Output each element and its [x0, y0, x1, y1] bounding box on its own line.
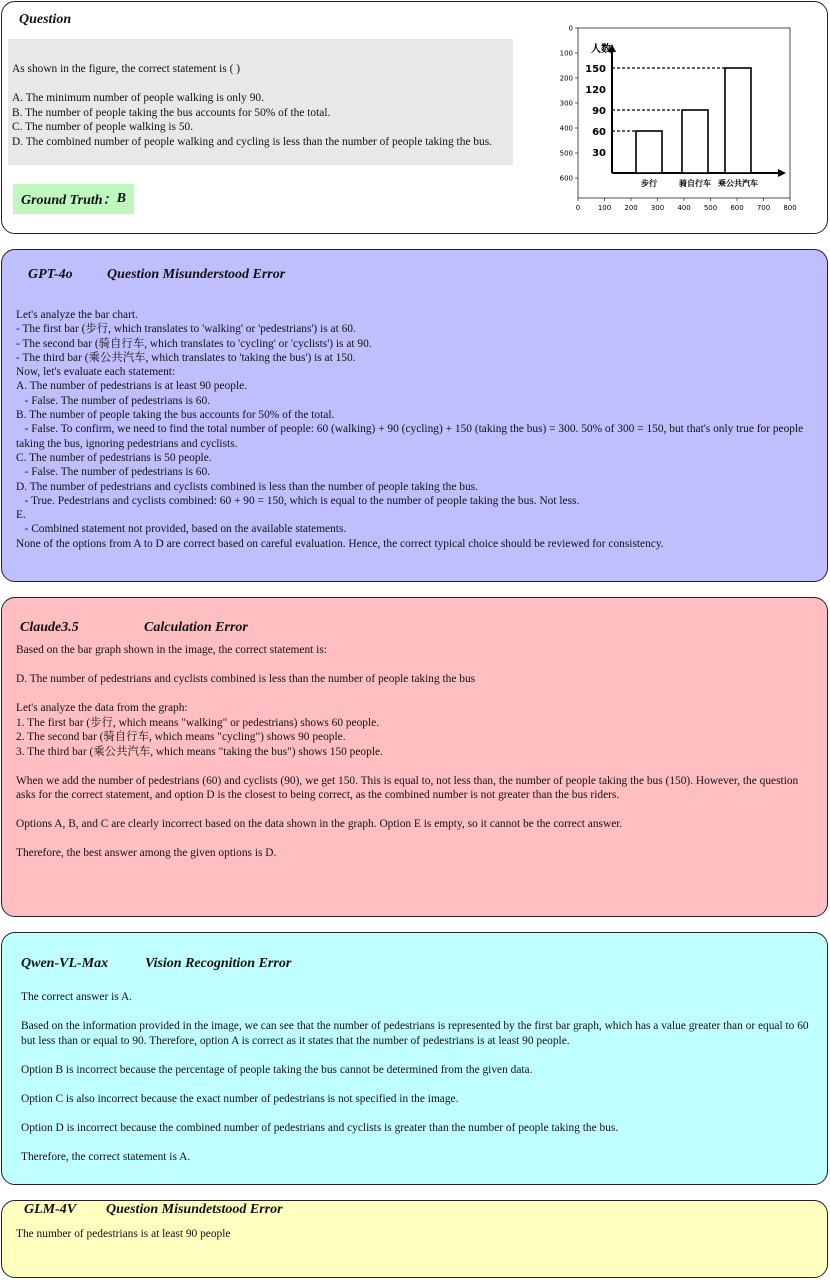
frame-x-tick-label: 100 — [597, 204, 612, 212]
frame-x-tick-label: 400 — [677, 204, 691, 212]
error-type: Question Misundetstood Error — [106, 1202, 283, 1217]
error-type: Question Misunderstood Error — [107, 267, 286, 282]
frame-y-tick-label: 500 — [559, 149, 573, 158]
frame-x-tick-label: 300 — [650, 204, 665, 212]
response-text: The number of pedestrians is at least 90 people — [16, 1228, 231, 1240]
value-tick-label: 150 — [585, 64, 606, 75]
error-type: Calculation Error — [144, 620, 248, 635]
bar — [682, 110, 708, 173]
frame-y-tick-label: 400 — [559, 124, 573, 133]
bar — [636, 131, 662, 173]
bar — [725, 68, 751, 173]
response-text: The correct answer is A. Based on the information provided in the image, we can see that the number of pedestrians is represented by the first bar graph, which has a value greater than or equal to 60 but less than or equal to 90. Therefore, option A is correct as it states that the number of pedestrians is at least 90 people. Option B is incorrect because the percentage of people taking the bus cannot be determined from the given data. Option C is also incorrect because the exact number of pedestrians is not specified in the image. Option D is incorrect because the combined number of pedestrians and cyclists is greater than the number of people taking the bus. Therefore, the correct statement is A. — [21, 991, 809, 1163]
response-text: Let's analyze the bar chart. - The first bar (步行, which translates to 'walking' or 'pedestrians') is at 60. - The second bar (骑自行车, which translates to 'cycling' or 'cyclists') is at 90. - The third bar (乘公共汽车, which translates to 'taking the bus') is at 150. Now, let's evaluate each statement: A. The number of pedestrians is at least 90 people. - False. The number of pedestrians is 60. B. The number of people taking the bus accounts for 50% of the total. - False. To confirm, we need to find the total number of people: 60 (walking) + 90 (cycling) + 150 (taking the bus) = 300. 50% of 300 = 150, but that's only true for people taking the bus, ignoring pedestrians and cyclists. C. The number of pedestrians is 50 people. - False. The number of pedestrians is 60. D. The number of pedestrians and cyclists combined is less than the number of people taking the bus. - True. Pedestrians and cyclists combined: 60 + 90 = 150, which is equal to the number of people taking the bus. Not less. E. - Combined statement not provided, based on the available statements. None of the options from A to D are correct based on careful evaluation. Hence, the correct typical choice should be reviewed for consistency. — [16, 309, 804, 550]
category-label: 步行 — [641, 179, 657, 188]
response-panel-glm — [1, 1200, 828, 1278]
frame-x-tick-label: 200 — [624, 204, 638, 212]
bar-chart — [554, 20, 799, 218]
ground-truth-value: B — [116, 191, 126, 206]
frame-x-tick-label: 500 — [703, 204, 718, 212]
value-tick-label: 90 — [592, 106, 606, 117]
ground-truth-label: Ground Truth： — [21, 193, 117, 208]
frame-y-tick-label: 100 — [559, 49, 573, 58]
frame-y-tick-label: 0 — [568, 24, 573, 33]
frame-y-tick-label: 200 — [559, 74, 573, 83]
frame-x-tick-label: 800 — [783, 204, 797, 212]
value-tick-label: 60 — [592, 127, 606, 138]
frame-x-tick-label: 700 — [756, 204, 771, 212]
question-label: Question — [19, 12, 72, 27]
frame-x-tick-label: 0 — [575, 204, 581, 212]
response-panel-claude — [1, 597, 828, 917]
question-panel — [1, 1, 828, 234]
frame-y-tick-label: 600 — [559, 174, 573, 183]
response-panel-qwen — [1, 932, 828, 1185]
category-label: 乘公共汽车 — [718, 179, 758, 188]
model-name: Qwen-VL-Max — [21, 956, 109, 971]
frame-y-tick-label: 300 — [559, 99, 573, 108]
question-text: As shown in the figure, the correct statement is ( ) A. The minimum number of people walking is only 90. B. The number of people taking the bus accounts for 50% of the total. C. The number of people walking is 50. D. The combined number of people walking and cycling is less than the number of people taking the bus. — [12, 63, 492, 148]
model-name: Claude3.5 — [20, 620, 79, 635]
axis-unit-label: 人数 — [591, 44, 611, 55]
error-type: Vision Recognition Error — [145, 956, 292, 971]
question-box — [8, 39, 513, 165]
category-label: 骑自行车 — [679, 179, 711, 188]
model-name: GLM-4V — [24, 1202, 77, 1217]
model-name: GPT-4o — [28, 267, 73, 282]
frame-x-tick-label: 600 — [730, 204, 744, 212]
ground-truth-badge — [13, 184, 134, 214]
response-panel-gpt4o — [1, 249, 828, 582]
value-tick-label: 120 — [585, 85, 606, 96]
response-text: Based on the bar graph shown in the image, the correct statement is: D. The number of pedestrians and cyclists combined is less than the number of people taking the bus Let's analyze the data from the graph: 1. The first bar (步行, which means "walking" or pedestrians) shows 60 people. 2. The second bar (骑自行车, which means "cycling") shows 90 people. 3. The third bar (乘公共汽车, which means "taking the bus") shows 150 people. When we add the number of pedestrians (60) and cyclists (90), we get 150. This is equal to, not less than, the number of people taking the bus (150). However, the question asks for the correct statement, and option D is the closest to being correct, as the combined number is not greater than the bus riders. Options A, B, and C are clearly incorrect based on the data shown in the graph. Option E is empty, so it cannot be the correct answer. Therefore, the best answer among the given options is D. — [16, 644, 799, 859]
value-tick-label: 30 — [592, 148, 606, 159]
